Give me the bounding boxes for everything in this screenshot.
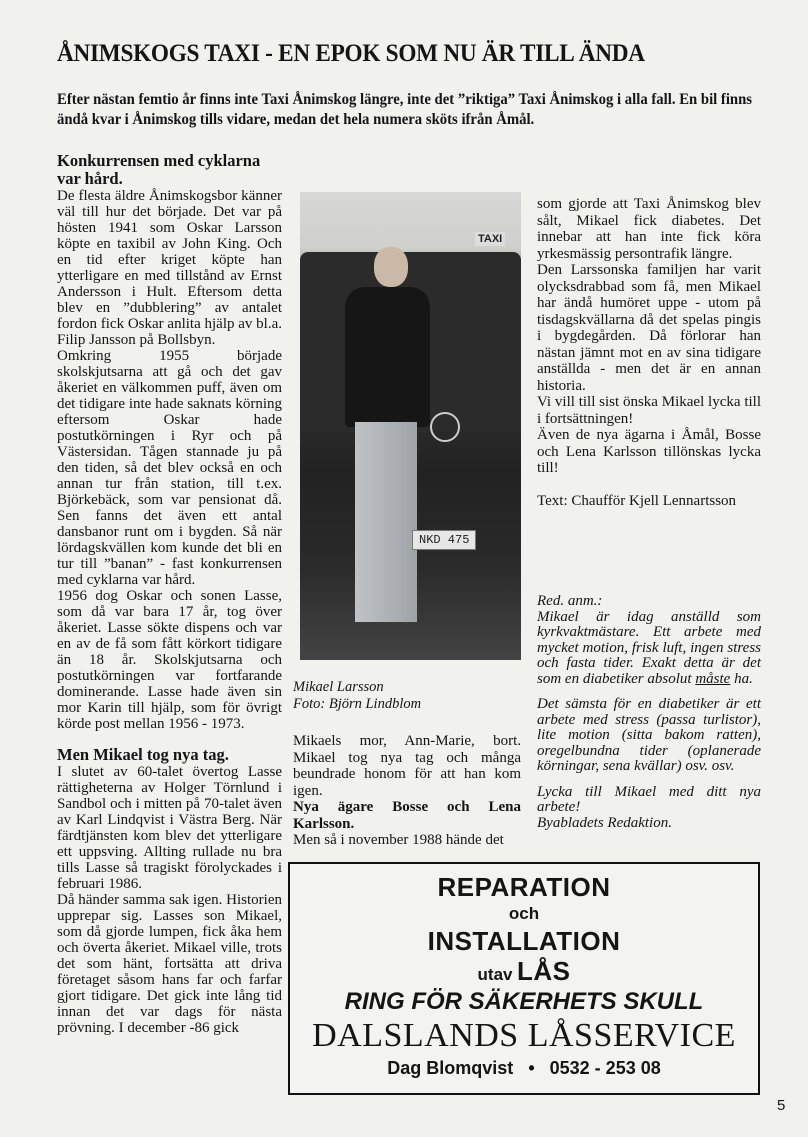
ad-company-name: DALSLANDS LÅSSERVICE	[312, 1017, 736, 1054]
vw-logo	[430, 412, 460, 442]
paragraph: Mikaels mor, Ann-Marie, bort. Mikael tog nya tag och många beundrade honom för att han kom igen.	[293, 733, 521, 799]
note-signature: Byabladets Redaktion.	[537, 814, 672, 831]
ad-slogan: RING FÖR SÄKERHETS SKULL	[344, 988, 704, 1015]
person-head	[374, 247, 408, 287]
photo-caption	[293, 679, 421, 713]
note-paragraph: Mikael är idag anställd som kyrkvaktmästare. Ett arbete med mycket motion, frisk luft, ingen stress och fasta tider. Exakt detta är det som en diabetiker absolut måste ha.	[537, 608, 761, 687]
middle-column	[293, 733, 521, 849]
editor-note	[537, 594, 761, 831]
article-title: ÅNIMSKOGS TAXI - EN EPOK SOM NU ÄR TILL ÄNDA	[57, 40, 645, 67]
paragraph: Men så i november 1988 hände det	[293, 832, 504, 848]
person-sweater	[345, 287, 430, 427]
paragraph: Omkring 1955 började skolskjutsarna att gå och det gav åkeriet en välkommen puff, även om det tidigare inte hade saknats körning eftersom Oskar hade postutkörningen i Ryr och på Västersidan. Tågen stannade ju på den tiden, så det blev också en och annan tur från station, till t.ex. Björkebäck, som var pensionat då. Sen fanns det även ett antal dansbanor runt om i bygden. Så när lördagskvällen kom kunde det bli en tur till ”banan” - fast konkurrensen med cyklarna var hård.	[57, 348, 282, 588]
ad-line-utav-las: utav LÅS	[477, 956, 571, 986]
ad-contact: Dag Blomqvist • 0532 - 253 08	[387, 1058, 661, 1078]
ad-line-och: och	[508, 904, 540, 923]
paragraph: Då händer samma sak igen. Historien upprepar sig. Lasses son Mikael, som då gjorde lumpen, fick åka hem och överta åkeriet. Mikael ville, trots det som hänt, fortsätta att driva företaget såsom hans far och farfar gjort tidigare. Det gick inte lång tid innan det var dags för nästa prövning. I december -86 gick	[57, 892, 282, 1036]
ad-line-reparation: REPARATION	[437, 872, 611, 902]
caption-name: Mikael Larsson	[293, 679, 384, 695]
paragraph: Vi vill till sist önska Mikael lycka till i fortsättningen!	[537, 394, 761, 427]
note-paragraph: Det sämsta för en diabetiker är ett arbete med stress (passa turlistor), lite motion (sitta bakom ratten), oregelbundna tider (oplanerade körningar, sena kvällar) osv. osv.	[537, 696, 761, 774]
paragraph: Den Larssonska familjen har varit olycksdrabbad som få, men Mikael har ändå humöret uppe - utom på tisdagskvällarna då det spelas pingis i bygdegården. Då förlorar han nästan jämnt mot en av sina tidigare anställda - men det är en annan historia.	[537, 262, 761, 394]
paragraph: I slutet av 60-talet övertog Lasse rättigheterna av Holger Törnlund i Sandbol och i mitten på 70-talet även av Karl Lindqvist i Västra Berg. När färdtjänsten kom blev det ytterligare ett uppsving. Allting rullade nu bra tills Lasse så tragiskt förolyckades i februari 1986.	[57, 764, 282, 892]
paragraph: De flesta äldre Ånimskogsbor känner väl till hur det började. Det var på hösten 1941 som Oskar Larsson köpte en taxibil av John King. Och en tid efter kriget köpte han ytterligare en med tillstånd av Ernst Andersson i Hult. Eftersom detta blev en ”dubblering” av antalet fordon fick Oskar anlita hjälp av bl.a. Filip Jansson på Bollsbyn.	[57, 188, 282, 348]
subheading: Men Mikael tog nya tag.	[57, 745, 229, 764]
paragraph: Även de nya ägarna i Åmål, Bosse och Lena Karlsson tillönskas lycka till!	[537, 427, 761, 476]
left-column	[57, 152, 282, 1036]
subheading: Konkurrensen med cyklarna var hård.	[57, 151, 261, 188]
advertisement-lasservice	[288, 862, 760, 1095]
person-jeans	[355, 422, 417, 622]
ad-line-installation: INSTALLATION	[427, 926, 621, 956]
license-plate: NKD 475	[412, 530, 476, 550]
caption-credit: Foto: Björn Lindblom	[293, 696, 422, 712]
article-lead: Efter nästan femtio år finns inte Taxi Ånimskog längre, inte det ”riktiga” Taxi Ånimskog i alla fall. En bil finns ändå kvar i Ånimskog tills vidare, medan det hela numera sköts ifrån Åmål.	[57, 91, 753, 128]
note-label: Red. anm.:	[537, 593, 603, 609]
taxi-sign: TAXI	[475, 232, 505, 246]
subheading: Nya ägare Bosse och Lena Karlsson.	[293, 799, 521, 832]
paragraph: 1956 dog Oskar och sonen Lasse, som då var bara 17 år, tog över åkeriet. Lasse sökte dispens och var en av de få som fått körkort tidigare än 18 år. Skolskjutsarna och postutkörningen var fortfarande dominerande. Lasse hade även sin mor Karin till hjälp, som för övrigt körde post mellan 1956 - 1973.	[57, 588, 282, 732]
note-paragraph: Lycka till Mikael med ditt nya arbete!	[537, 783, 761, 815]
photo-taxi-driver	[300, 192, 521, 660]
page-number: 5	[777, 1097, 786, 1114]
paragraph: som gjorde att Taxi Ånimskog blev sålt, Mikael fick diabetes. Det innebar att han inte fick köra yrkesmässig persontrafik längre.	[537, 196, 761, 262]
byline: Text: Chaufför Kjell Lennartsson	[537, 492, 737, 509]
right-column	[537, 196, 761, 509]
